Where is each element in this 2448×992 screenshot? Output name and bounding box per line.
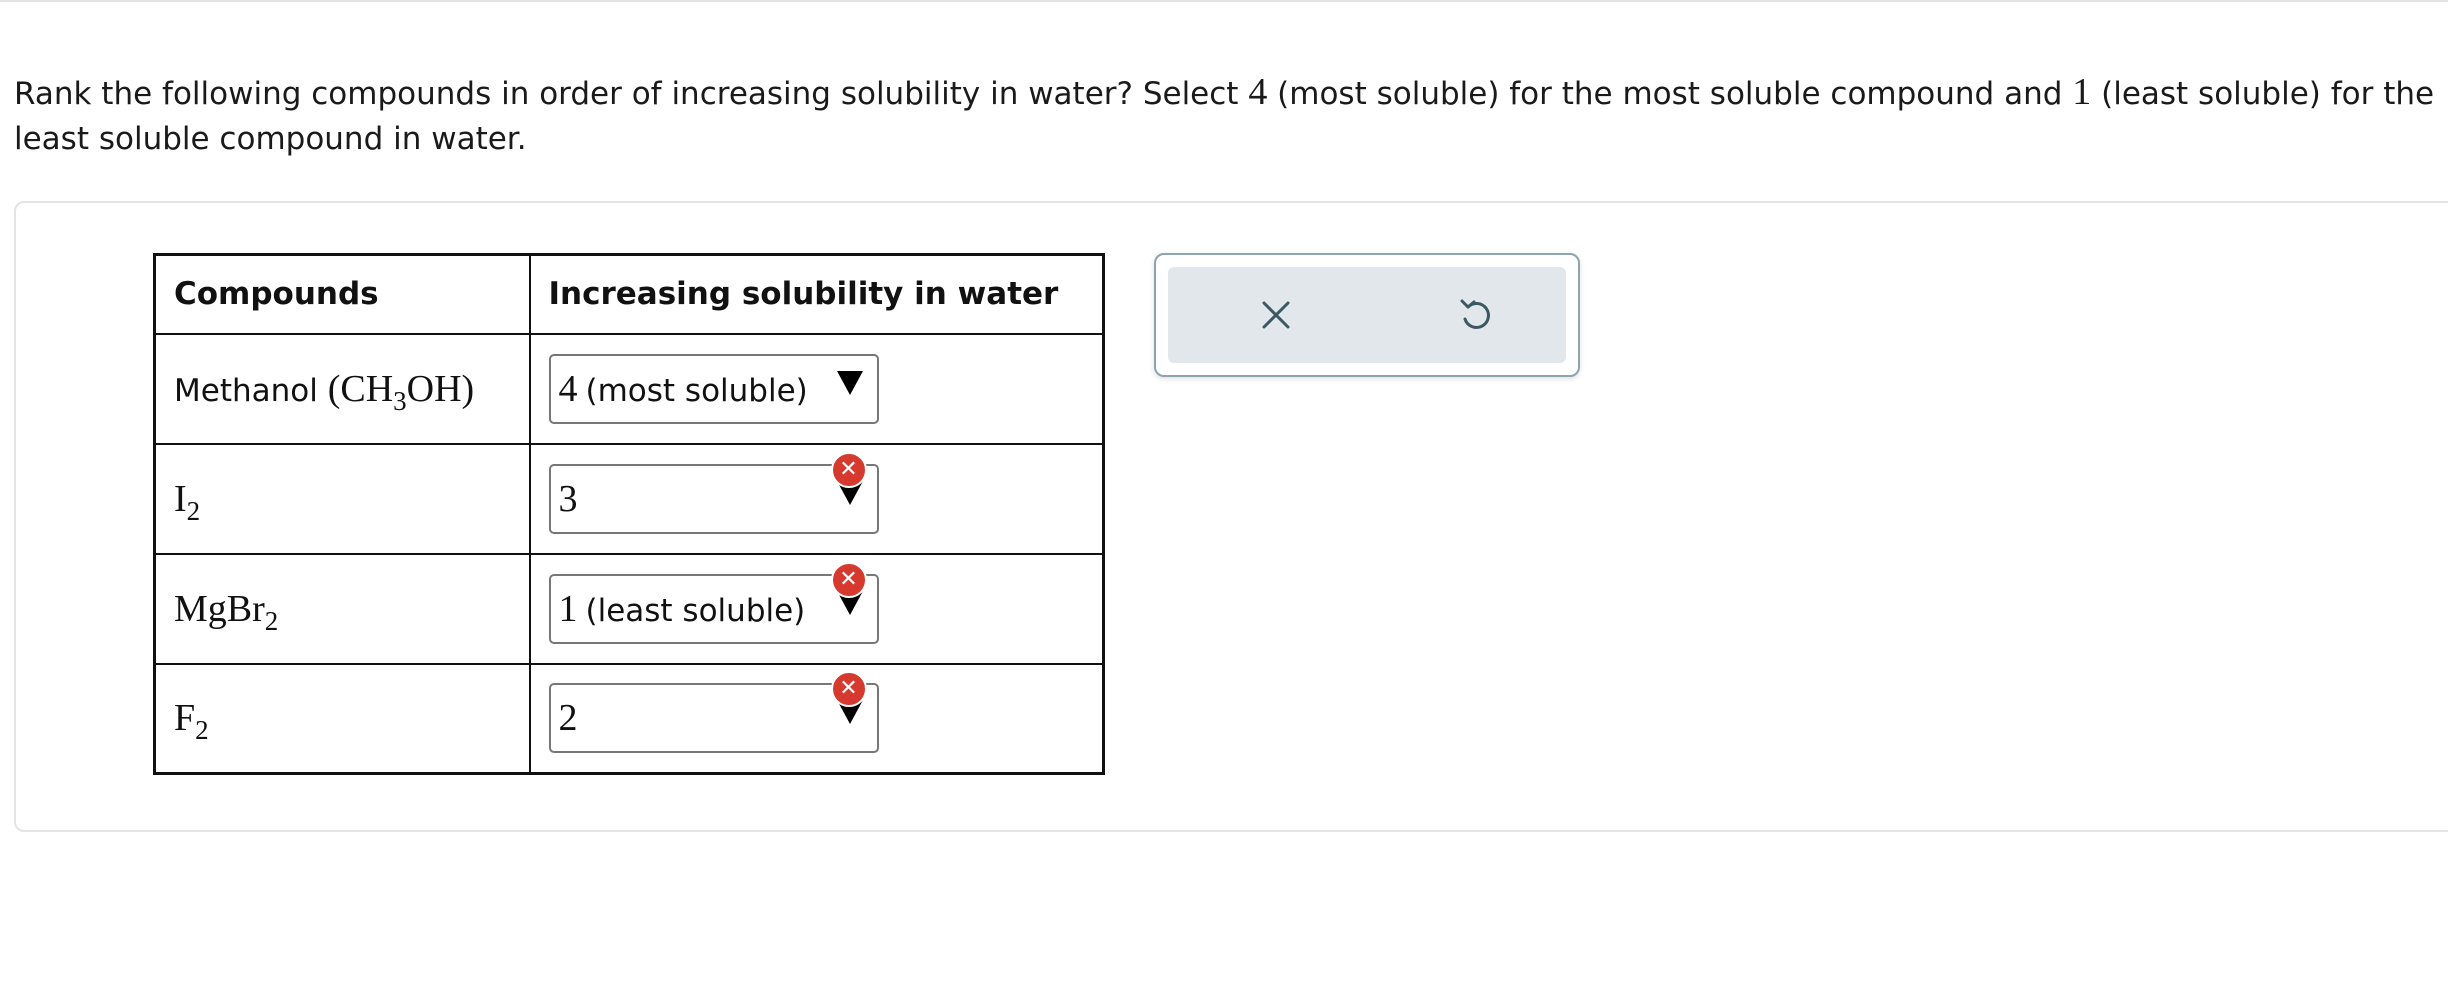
action-toolbar-inner (1168, 267, 1566, 363)
compound-cell (155, 664, 530, 774)
dropdown-arrow-icon[interactable] (837, 371, 863, 395)
rank-select[interactable] (549, 676, 879, 753)
rank-select-value: 4 (most soluble) (558, 367, 808, 410)
rank-select-value: 2 (558, 697, 578, 740)
ranking-table (153, 253, 1105, 775)
action-toolbar (1154, 253, 1580, 377)
question-text (14, 70, 2444, 162)
table-row (155, 444, 1104, 554)
compound-formula: $(CH_3OH)$ (327, 367, 475, 416)
rank-cell (530, 664, 1104, 774)
top-divider (0, 0, 2448, 2)
compound-cell (155, 554, 530, 664)
undo-button[interactable] (1448, 287, 1504, 343)
question-number-low: 1 (2072, 71, 2092, 113)
rank-select[interactable] (549, 354, 879, 424)
rank-cell (530, 554, 1104, 664)
rank-select-value: 1 (least soluble) (558, 587, 806, 630)
undo-icon (1456, 295, 1496, 335)
rank-select[interactable] (549, 456, 879, 534)
compound-cell (155, 334, 530, 444)
question-part-2: (most soluble) for the most soluble compound and (1267, 76, 2073, 112)
close-icon (1258, 297, 1294, 333)
table-header-row (155, 255, 1104, 334)
question-number-high: 4 (1248, 71, 1268, 113)
rank-select[interactable] (549, 566, 879, 644)
rank-cell (530, 444, 1104, 554)
compound-formula: MgBr$_2$ (174, 587, 279, 636)
question-part-1: Rank the following compounds in order of increasing solubility in water? Select (14, 76, 1249, 112)
rank-select-value: 3 (558, 477, 578, 520)
compound-cell (155, 444, 530, 554)
question-part-3: (least soluble) for the least soluble compound in water. (14, 76, 2435, 157)
rank-cell (530, 334, 1104, 444)
error-icon: ✕ (831, 562, 867, 598)
compound-formula: $F_2$ (174, 697, 209, 746)
header-solubility: Increasing solubility in water (530, 255, 1104, 334)
error-icon: ✕ (831, 671, 867, 707)
header-compounds: Compounds (155, 255, 530, 334)
table-row (155, 334, 1104, 444)
table-row (155, 664, 1104, 774)
compound-name: Methanol (174, 372, 328, 409)
compound-formula: $I_2$ (174, 477, 201, 526)
clear-button[interactable] (1248, 287, 1304, 343)
error-icon: ✕ (831, 452, 867, 488)
table-row (155, 554, 1104, 664)
